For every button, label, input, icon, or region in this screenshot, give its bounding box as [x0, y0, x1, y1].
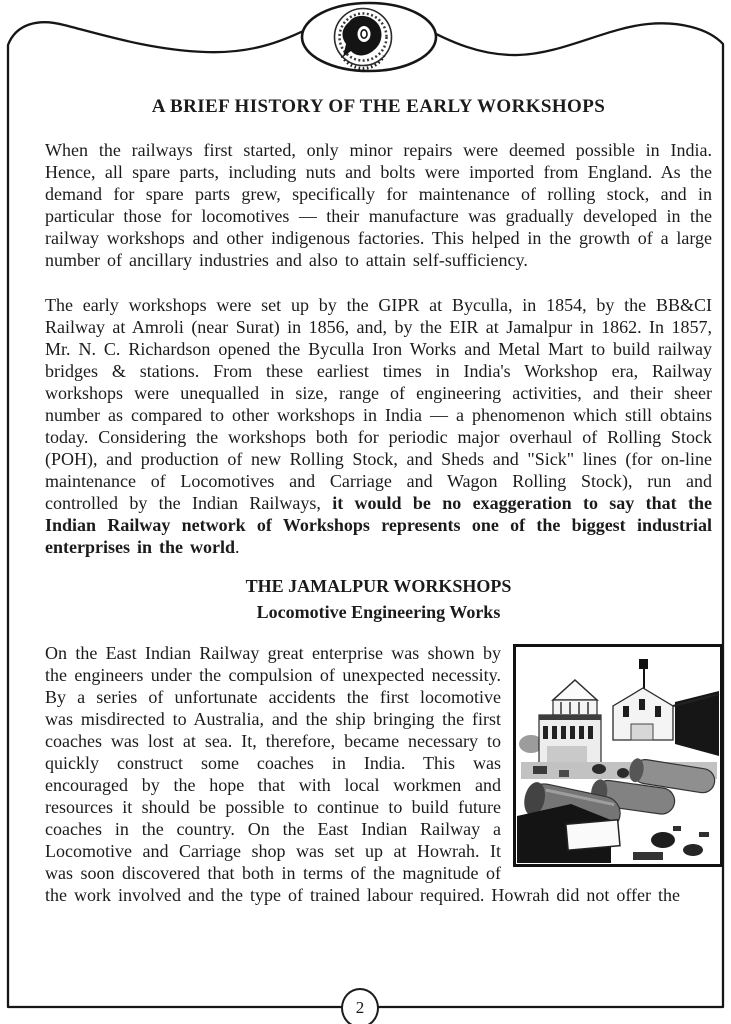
- p3-text: On the East Indian Railway great enterprise was shown by the engineers under the compulsion of unexpected necessity. By a series of unfortunate accidents the first locomotive was misdirected to Australia, and the ship bringing the first coaches was lost at sea. It, therefore, became necessary to quickly construct some coaches in India. This was encouraged by the hope that with local workmen and resources it should be possible to continue to build future coaches in the country. On the East Indian Railway a Locomotive and Carriage shop was set up at Howrah. It was soon discovered that both in terms of the magnitude of the work involved and the type of trained labour required. Howrah did not offer the: [45, 643, 680, 905]
- section-heading-jamalpur: THE JAMALPUR WORKSHOPS: [245, 576, 512, 596]
- p2-bold-statement: it would be no exaggeration to say that the Indian Railway network of Workshops represents one of the biggest industrial enterprises in the world: [45, 493, 712, 557]
- paragraph-jamalpur-story: [45, 642, 712, 906]
- section-heading-block: [45, 573, 712, 625]
- paragraph-early-workshops-history: [45, 294, 712, 558]
- p2-end-punctuation: .: [234, 537, 240, 557]
- page-content: [45, 0, 712, 906]
- section-subheading-locomotive-works: Locomotive Engineering Works: [256, 602, 501, 622]
- page-number-badge: [341, 988, 379, 1024]
- paragraph-early-workshops-intro: When the railways first started, only minor repairs were deemed possible in India. Hence, all spare parts, including nuts and bolts were imported from England. As the demand for spare parts grew, specifically for maintenance of rolling stock, and in particular those for locomotives — their manufacture was gradually developed in the railway workshops and other indigenous factories. This helped in the growth of a large number of ancillary industries and also to attain self-sufficiency.: [45, 140, 712, 270]
- workshop-yard-photo: [513, 644, 723, 867]
- p2-regular-text: The early workshops were set up by the GIPR at Byculla, in 1854, by the BB&CI Railway at Amroli (near Surat) in 1856, and, by the EIR at Jamalpur in 1862. In 1857, Mr. N. C. Richardson opened the Byculla Iron Works and Metal Mart to build railway bridges & stations. From these earliest times in India's Workshop era, Railway workshops were unequalled in size, range of engineering activities, and their sheer number as compared to other workshops in India — a phenomenon which still obtains today. Considering the workshops both for periodic major overhaul of Rolling Stock (POH), and production of new Rolling Stock, and Sheds and "Sick" lines (for on-line maintenance of Locomotives and Carriage and Wagon Rolling Stock), run and controlled by the Indian Railways,: [45, 295, 712, 513]
- page-title: A BRIEF HISTORY OF THE EARLY WORKSHOPS: [151, 96, 606, 117]
- page-number: 2: [355, 998, 365, 1017]
